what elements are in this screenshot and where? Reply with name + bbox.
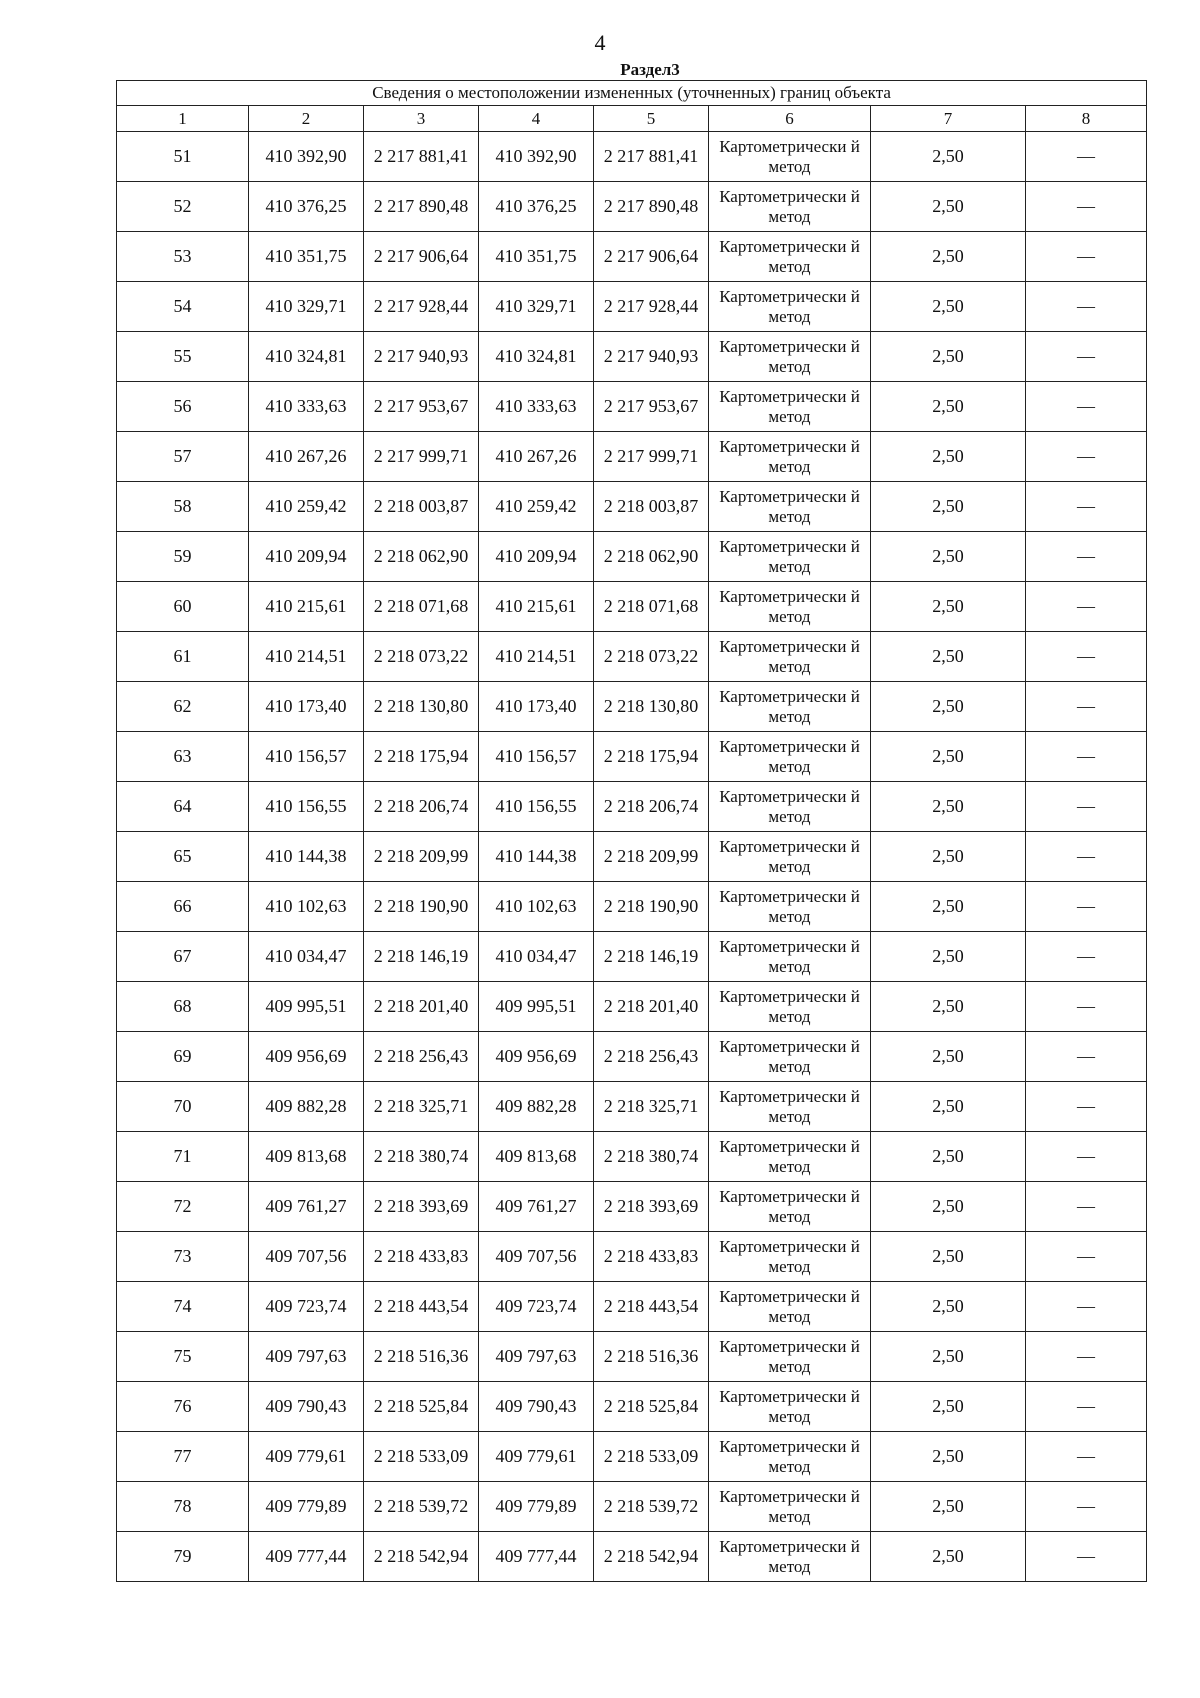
point-number-cell: 63: [117, 732, 249, 782]
point-number-cell: 75: [117, 1332, 249, 1382]
accuracy-cell: 2,50: [871, 1032, 1026, 1082]
y-old-cell: 2 218 130,80: [364, 682, 479, 732]
description-cell: —: [1026, 782, 1147, 832]
accuracy-cell: 2,50: [871, 132, 1026, 182]
description-cell: —: [1026, 1532, 1147, 1582]
method-cell: Картометрически й метод: [709, 932, 871, 982]
point-number-cell: 72: [117, 1182, 249, 1232]
point-number-cell: 51: [117, 132, 249, 182]
method-cell: Картометрически й метод: [709, 432, 871, 482]
table-row: [117, 982, 1147, 1032]
x-new-cell: 409 761,27: [479, 1182, 594, 1232]
method-cell: Картометрически й метод: [709, 1432, 871, 1482]
point-number-cell: 56: [117, 382, 249, 432]
table-row: [117, 1032, 1147, 1082]
y-old-cell: 2 218 539,72: [364, 1482, 479, 1532]
accuracy-cell: 2,50: [871, 1532, 1026, 1582]
accuracy-cell: 2,50: [871, 632, 1026, 682]
x-new-cell: 409 779,89: [479, 1482, 594, 1532]
y-old-cell: 2 218 073,22: [364, 632, 479, 682]
table-row: [117, 882, 1147, 932]
column-number: 4: [479, 106, 594, 132]
description-cell: —: [1026, 1032, 1147, 1082]
table-row: [117, 1482, 1147, 1532]
method-cell: Картометрически й метод: [709, 282, 871, 332]
description-cell: —: [1026, 1432, 1147, 1482]
x-old-cell: 410 144,38: [249, 832, 364, 882]
x-new-cell: 410 102,63: [479, 882, 594, 932]
method-cell: Картометрически й метод: [709, 1332, 871, 1382]
point-number-cell: 69: [117, 1032, 249, 1082]
x-new-cell: 410 144,38: [479, 832, 594, 882]
y-old-cell: 2 218 209,99: [364, 832, 479, 882]
y-old-cell: 2 217 906,64: [364, 232, 479, 282]
column-number: 2: [249, 106, 364, 132]
accuracy-cell: 2,50: [871, 732, 1026, 782]
description-cell: —: [1026, 1182, 1147, 1232]
point-number-cell: 66: [117, 882, 249, 932]
y-new-cell: 2 218 146,19: [594, 932, 709, 982]
x-new-cell: 409 777,44: [479, 1532, 594, 1582]
point-number-cell: 52: [117, 182, 249, 232]
point-number-cell: 60: [117, 582, 249, 632]
accuracy-cell: 2,50: [871, 182, 1026, 232]
y-new-cell: 2 218 209,99: [594, 832, 709, 882]
x-old-cell: 410 214,51: [249, 632, 364, 682]
description-cell: —: [1026, 382, 1147, 432]
point-number-cell: 68: [117, 982, 249, 1032]
x-old-cell: 410 034,47: [249, 932, 364, 982]
accuracy-cell: 2,50: [871, 382, 1026, 432]
x-new-cell: 410 156,57: [479, 732, 594, 782]
y-new-cell: 2 218 325,71: [594, 1082, 709, 1132]
point-number-cell: 57: [117, 432, 249, 482]
x-old-cell: 410 329,71: [249, 282, 364, 332]
table-row: [117, 932, 1147, 982]
accuracy-cell: 2,50: [871, 1482, 1026, 1532]
x-new-cell: 409 707,56: [479, 1232, 594, 1282]
y-old-cell: 2 218 201,40: [364, 982, 479, 1032]
method-cell: Картометрически й метод: [709, 232, 871, 282]
table-row: [117, 782, 1147, 832]
accuracy-cell: 2,50: [871, 282, 1026, 332]
x-old-cell: 410 333,63: [249, 382, 364, 432]
column-number: 3: [364, 106, 479, 132]
method-cell: Картометрически й метод: [709, 1132, 871, 1182]
table-row: [117, 682, 1147, 732]
x-new-cell: 410 034,47: [479, 932, 594, 982]
x-new-cell: 409 956,69: [479, 1032, 594, 1082]
x-old-cell: 409 882,28: [249, 1082, 364, 1132]
y-new-cell: 2 218 201,40: [594, 982, 709, 1032]
method-cell: Картометрически й метод: [709, 632, 871, 682]
y-new-cell: 2 218 256,43: [594, 1032, 709, 1082]
x-new-cell: 410 333,63: [479, 382, 594, 432]
y-new-cell: 2 218 533,09: [594, 1432, 709, 1482]
y-old-cell: 2 218 433,83: [364, 1232, 479, 1282]
x-new-cell: 410 267,26: [479, 432, 594, 482]
method-cell: Картометрически й метод: [709, 1182, 871, 1232]
description-cell: —: [1026, 432, 1147, 482]
accuracy-cell: 2,50: [871, 532, 1026, 582]
description-cell: —: [1026, 1282, 1147, 1332]
point-number-cell: 62: [117, 682, 249, 732]
point-number-cell: 53: [117, 232, 249, 282]
x-new-cell: 409 779,61: [479, 1432, 594, 1482]
method-cell: Картометрически й метод: [709, 482, 871, 532]
y-old-cell: 2 218 003,87: [364, 482, 479, 532]
x-old-cell: 410 324,81: [249, 332, 364, 382]
y-new-cell: 2 217 906,64: [594, 232, 709, 282]
description-cell: —: [1026, 132, 1147, 182]
x-new-cell: 409 813,68: [479, 1132, 594, 1182]
x-old-cell: 410 209,94: [249, 532, 364, 582]
y-old-cell: 2 218 190,90: [364, 882, 479, 932]
accuracy-cell: 2,50: [871, 1232, 1026, 1282]
table-row: [117, 482, 1147, 532]
accuracy-cell: 2,50: [871, 1382, 1026, 1432]
y-new-cell: 2 218 433,83: [594, 1232, 709, 1282]
y-old-cell: 2 218 380,74: [364, 1132, 479, 1182]
table-row: [117, 282, 1147, 332]
accuracy-cell: 2,50: [871, 482, 1026, 532]
y-old-cell: 2 218 516,36: [364, 1332, 479, 1382]
accuracy-cell: 2,50: [871, 1432, 1026, 1482]
x-old-cell: 409 777,44: [249, 1532, 364, 1582]
point-number-cell: 58: [117, 482, 249, 532]
x-old-cell: 410 259,42: [249, 482, 364, 532]
x-old-cell: 410 156,57: [249, 732, 364, 782]
x-new-cell: 410 173,40: [479, 682, 594, 732]
point-number-cell: 78: [117, 1482, 249, 1532]
y-new-cell: 2 217 928,44: [594, 282, 709, 332]
accuracy-cell: 2,50: [871, 682, 1026, 732]
section-title: Раздел3: [620, 60, 680, 79]
column-number: 8: [1026, 106, 1147, 132]
method-cell: Картометрически й метод: [709, 132, 871, 182]
method-cell: Картометрически й метод: [709, 882, 871, 932]
description-cell: —: [1026, 282, 1147, 332]
x-new-cell: 410 324,81: [479, 332, 594, 382]
y-new-cell: 2 218 062,90: [594, 532, 709, 582]
description-cell: —: [1026, 1332, 1147, 1382]
point-number-cell: 59: [117, 532, 249, 582]
method-cell: Картометрически й метод: [709, 1032, 871, 1082]
y-new-cell: 2 218 539,72: [594, 1482, 709, 1532]
description-cell: —: [1026, 682, 1147, 732]
x-old-cell: 409 779,89: [249, 1482, 364, 1532]
y-new-cell: 2 218 393,69: [594, 1182, 709, 1232]
accuracy-cell: 2,50: [871, 832, 1026, 882]
method-cell: Картометрически й метод: [709, 832, 871, 882]
method-cell: Картометрически й метод: [709, 332, 871, 382]
y-new-cell: 2 218 073,22: [594, 632, 709, 682]
table-caption: Сведения о местоположении измененных (уточненных) границ объекта: [117, 81, 1147, 106]
point-number-cell: 61: [117, 632, 249, 682]
description-cell: —: [1026, 182, 1147, 232]
y-old-cell: 2 218 146,19: [364, 932, 479, 982]
table-row: [117, 1432, 1147, 1482]
accuracy-cell: 2,50: [871, 782, 1026, 832]
column-number: 6: [709, 106, 871, 132]
x-new-cell: 410 209,94: [479, 532, 594, 582]
x-old-cell: 409 779,61: [249, 1432, 364, 1482]
description-cell: —: [1026, 532, 1147, 582]
y-old-cell: 2 217 999,71: [364, 432, 479, 482]
accuracy-cell: 2,50: [871, 1332, 1026, 1382]
y-new-cell: 2 217 881,41: [594, 132, 709, 182]
table-row: [117, 832, 1147, 882]
method-cell: Картометрически й метод: [709, 682, 871, 732]
description-cell: —: [1026, 1232, 1147, 1282]
table-row: [117, 1182, 1147, 1232]
accuracy-cell: 2,50: [871, 1132, 1026, 1182]
y-new-cell: 2 217 940,93: [594, 332, 709, 382]
x-old-cell: 409 956,69: [249, 1032, 364, 1082]
x-old-cell: 410 267,26: [249, 432, 364, 482]
point-number-cell: 65: [117, 832, 249, 882]
column-number-row: [117, 106, 1147, 132]
method-cell: Картометрически й метод: [709, 532, 871, 582]
description-cell: —: [1026, 1382, 1147, 1432]
column-number: 1: [117, 106, 249, 132]
y-new-cell: 2 218 206,74: [594, 782, 709, 832]
accuracy-cell: 2,50: [871, 1182, 1026, 1232]
y-old-cell: 2 218 175,94: [364, 732, 479, 782]
table-row: [117, 132, 1147, 182]
point-number-cell: 55: [117, 332, 249, 382]
method-cell: Картометрически й метод: [709, 1232, 871, 1282]
accuracy-cell: 2,50: [871, 232, 1026, 282]
x-old-cell: 409 723,74: [249, 1282, 364, 1332]
accuracy-cell: 2,50: [871, 582, 1026, 632]
description-cell: —: [1026, 332, 1147, 382]
table-row: [117, 382, 1147, 432]
x-old-cell: 410 156,55: [249, 782, 364, 832]
x-new-cell: 410 392,90: [479, 132, 594, 182]
x-old-cell: 410 392,90: [249, 132, 364, 182]
description-cell: —: [1026, 1482, 1147, 1532]
y-old-cell: 2 218 525,84: [364, 1382, 479, 1432]
y-old-cell: 2 218 071,68: [364, 582, 479, 632]
y-new-cell: 2 218 190,90: [594, 882, 709, 932]
point-number-cell: 76: [117, 1382, 249, 1432]
method-cell: Картометрически й метод: [709, 982, 871, 1032]
x-old-cell: 410 376,25: [249, 182, 364, 232]
accuracy-cell: 2,50: [871, 332, 1026, 382]
table-row: [117, 332, 1147, 382]
method-cell: Картометрически й метод: [709, 732, 871, 782]
table-row: [117, 732, 1147, 782]
x-old-cell: 410 351,75: [249, 232, 364, 282]
y-old-cell: 2 218 542,94: [364, 1532, 479, 1582]
table-row: [117, 532, 1147, 582]
point-number-cell: 71: [117, 1132, 249, 1182]
x-old-cell: 409 797,63: [249, 1332, 364, 1382]
point-number-cell: 77: [117, 1432, 249, 1482]
accuracy-cell: 2,50: [871, 1282, 1026, 1332]
y-new-cell: 2 218 516,36: [594, 1332, 709, 1382]
x-old-cell: 410 102,63: [249, 882, 364, 932]
table-body: [117, 132, 1147, 1582]
x-new-cell: 410 214,51: [479, 632, 594, 682]
y-old-cell: 2 218 206,74: [364, 782, 479, 832]
x-new-cell: 409 790,43: [479, 1382, 594, 1432]
y-new-cell: 2 217 890,48: [594, 182, 709, 232]
description-cell: —: [1026, 732, 1147, 782]
x-new-cell: 410 156,55: [479, 782, 594, 832]
y-new-cell: 2 218 175,94: [594, 732, 709, 782]
method-cell: Картометрически й метод: [709, 382, 871, 432]
y-new-cell: 2 218 542,94: [594, 1532, 709, 1582]
point-number-cell: 67: [117, 932, 249, 982]
description-cell: —: [1026, 932, 1147, 982]
method-cell: Картометрически й метод: [709, 182, 871, 232]
x-old-cell: 409 707,56: [249, 1232, 364, 1282]
table-row: [117, 1382, 1147, 1432]
y-new-cell: 2 218 443,54: [594, 1282, 709, 1332]
point-number-cell: 73: [117, 1232, 249, 1282]
description-cell: —: [1026, 582, 1147, 632]
description-cell: —: [1026, 1082, 1147, 1132]
column-number: 7: [871, 106, 1026, 132]
accuracy-cell: 2,50: [871, 932, 1026, 982]
table-row: [117, 582, 1147, 632]
table-row: [117, 632, 1147, 682]
y-old-cell: 2 217 928,44: [364, 282, 479, 332]
description-cell: —: [1026, 482, 1147, 532]
x-new-cell: 409 797,63: [479, 1332, 594, 1382]
column-number: 5: [594, 106, 709, 132]
table-row: [117, 1132, 1147, 1182]
method-cell: Картометрически й метод: [709, 1082, 871, 1132]
x-old-cell: 409 790,43: [249, 1382, 364, 1432]
coordinates-table: [116, 80, 1147, 1582]
x-new-cell: 409 882,28: [479, 1082, 594, 1132]
y-old-cell: 2 218 533,09: [364, 1432, 479, 1482]
y-old-cell: 2 218 062,90: [364, 532, 479, 582]
y-old-cell: 2 217 890,48: [364, 182, 479, 232]
point-number-cell: 54: [117, 282, 249, 332]
y-new-cell: 2 218 071,68: [594, 582, 709, 632]
y-new-cell: 2 217 953,67: [594, 382, 709, 432]
x-new-cell: 410 259,42: [479, 482, 594, 532]
point-number-cell: 70: [117, 1082, 249, 1132]
y-old-cell: 2 218 393,69: [364, 1182, 479, 1232]
point-number-cell: 64: [117, 782, 249, 832]
point-number-cell: 79: [117, 1532, 249, 1582]
table-row: [117, 1082, 1147, 1132]
y-new-cell: 2 218 380,74: [594, 1132, 709, 1182]
page-number: 4: [594, 30, 606, 55]
x-old-cell: 409 761,27: [249, 1182, 364, 1232]
method-cell: Картометрически й метод: [709, 1282, 871, 1332]
table-row: [117, 1282, 1147, 1332]
accuracy-cell: 2,50: [871, 982, 1026, 1032]
x-old-cell: 410 215,61: [249, 582, 364, 632]
y-new-cell: 2 217 999,71: [594, 432, 709, 482]
table-row: [117, 232, 1147, 282]
table-row: [117, 1332, 1147, 1382]
y-old-cell: 2 218 256,43: [364, 1032, 479, 1082]
y-old-cell: 2 218 443,54: [364, 1282, 479, 1332]
accuracy-cell: 2,50: [871, 432, 1026, 482]
table-row: [117, 1532, 1147, 1582]
y-old-cell: 2 218 325,71: [364, 1082, 479, 1132]
point-number-cell: 74: [117, 1282, 249, 1332]
x-old-cell: 410 173,40: [249, 682, 364, 732]
accuracy-cell: 2,50: [871, 1082, 1026, 1132]
method-cell: Картометрически й метод: [709, 1382, 871, 1432]
y-new-cell: 2 218 130,80: [594, 682, 709, 732]
x-old-cell: 409 813,68: [249, 1132, 364, 1182]
description-cell: —: [1026, 1132, 1147, 1182]
table-row: [117, 1232, 1147, 1282]
method-cell: Картометрически й метод: [709, 582, 871, 632]
method-cell: Картометрически й метод: [709, 1482, 871, 1532]
description-cell: —: [1026, 232, 1147, 282]
table-row: [117, 182, 1147, 232]
method-cell: Картометрически й метод: [709, 1532, 871, 1582]
y-new-cell: 2 218 003,87: [594, 482, 709, 532]
y-old-cell: 2 217 881,41: [364, 132, 479, 182]
x-new-cell: 410 376,25: [479, 182, 594, 232]
table-caption-row: [117, 81, 1147, 106]
x-new-cell: 409 723,74: [479, 1282, 594, 1332]
accuracy-cell: 2,50: [871, 882, 1026, 932]
table-row: [117, 432, 1147, 482]
y-old-cell: 2 217 940,93: [364, 332, 479, 382]
x-new-cell: 410 329,71: [479, 282, 594, 332]
x-new-cell: 409 995,51: [479, 982, 594, 1032]
description-cell: —: [1026, 632, 1147, 682]
method-cell: Картометрически й метод: [709, 782, 871, 832]
x-old-cell: 409 995,51: [249, 982, 364, 1032]
x-new-cell: 410 351,75: [479, 232, 594, 282]
x-new-cell: 410 215,61: [479, 582, 594, 632]
y-old-cell: 2 217 953,67: [364, 382, 479, 432]
description-cell: —: [1026, 832, 1147, 882]
y-new-cell: 2 218 525,84: [594, 1382, 709, 1432]
description-cell: —: [1026, 982, 1147, 1032]
description-cell: —: [1026, 882, 1147, 932]
